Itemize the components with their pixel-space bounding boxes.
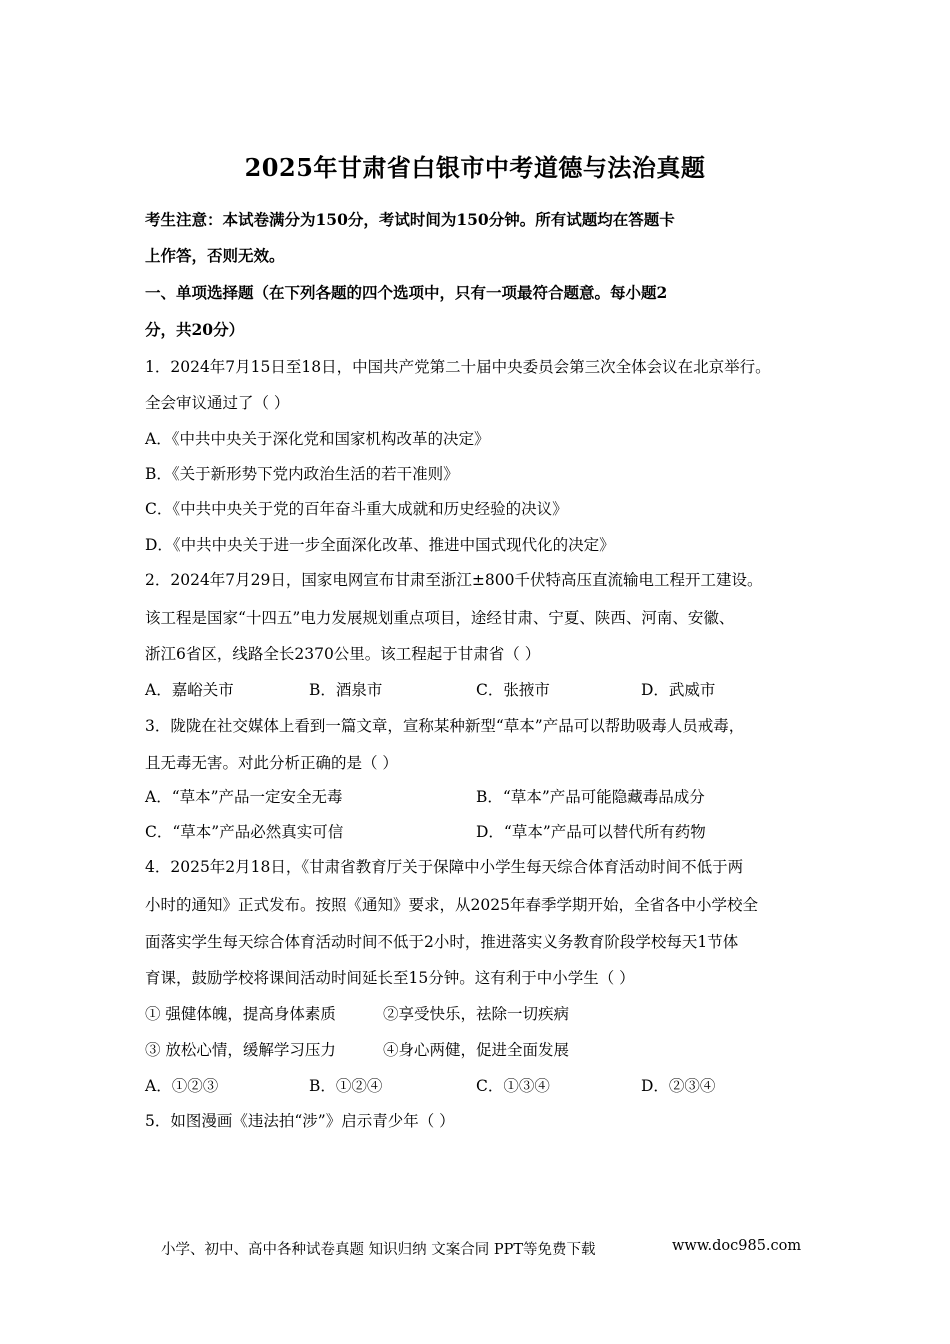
q2-stem-line-1: 2．2024年7月29日，国家电网宣布甘肃至浙江±800千伏特高压直流输电工程开工建设。 <box>145 571 763 589</box>
notice-line-2: 上作答，否则无效。 <box>145 246 285 265</box>
q2-option-a: A．嘉峪关市 <box>145 681 234 699</box>
q2-option-d: D．武威市 <box>641 681 716 699</box>
q2-stem-line-3: 浙江6省区，线路全长2370公里。该工程起于甘肃省（ ） <box>145 645 541 663</box>
q4-option-d: D．②③④ <box>641 1077 716 1095</box>
q3-option-d: D．“草本”产品可以替代所有药物 <box>476 823 706 841</box>
q4-statement-1: ① 强健体魄，提高身体素质 <box>145 1005 336 1023</box>
q2-option-b: B．酒泉市 <box>309 681 383 699</box>
q4-stem-line-3: 面落实学生每天综合体育活动时间不低于2小时，推进落实义务教育阶段学校每天1节体 <box>145 933 739 951</box>
q1-option-d: D．《中共中央关于进一步全面深化改革、推进中国式现代化的决定》 <box>145 536 615 554</box>
q1-option-b: B．《关于新形势下党内政治生活的若干准则》 <box>145 465 459 483</box>
q4-option-c: C．①③④ <box>476 1077 550 1095</box>
q3-option-b: B．“草本”产品可能隐藏毒品成分 <box>476 788 705 806</box>
q4-option-a: A．①②③ <box>145 1077 219 1095</box>
q3-stem-line-2: 且无毒无害。对此分析正确的是（ ） <box>145 754 398 772</box>
footer-text: 小学、初中、高中各种试卷真题 知识归纳 文案合同 PPT等免费下载 <box>161 1242 596 1258</box>
q4-stem-line-1: 4．2025年2月18日，《甘肃省教育厅关于保障中小学生每天综合体育活动时间不低于两 <box>145 858 744 876</box>
q3-option-a: A．“草本”产品一定安全无毒 <box>145 788 343 806</box>
q4-stem-line-2: 小时的通知》正式发布。按照《通知》要求，从2025年春季学期开始，全省各中小学校全 <box>145 896 758 914</box>
q1-stem-line-2: 全会审议通过了（ ） <box>145 394 290 412</box>
q4-option-b: B．①②④ <box>309 1077 383 1095</box>
q3-option-c: C．“草本”产品必然真实可信 <box>145 823 344 841</box>
q1-option-c: C．《中共中央关于党的百年奋斗重大成就和历史经验的决议》 <box>145 500 568 518</box>
section-heading-line-2: 分，共20分） <box>145 320 245 339</box>
q2-option-c: C．张掖市 <box>476 681 550 699</box>
section-heading-line-1: 一、单项选择题（在下列各题的四个选项中，只有一项最符合题意。每小题2 <box>145 283 668 302</box>
q4-statement-3: ③ 放松心情，缓解学习压力 <box>145 1041 336 1059</box>
q3-stem-line-1: 3．陇陇在社交媒体上看到一篇文章，宣称某种新型“草本”产品可以帮助吸毒人员戒毒， <box>145 717 745 735</box>
q1-option-a: A．《中共中央关于深化党和国家机构改革的决定》 <box>145 430 490 448</box>
page-title: 2025年甘肃省白银市中考道德与法治真题 <box>244 153 706 182</box>
q5-stem-line-1: 5．如图漫画《违法拍“涉”》启示青少年（ ） <box>145 1112 455 1130</box>
q4-stem-line-4: 育课，鼓励学校将课间活动时间延长至15分钟。这有利于中小学生（ ） <box>145 969 635 987</box>
q4-statement-2: ②享受快乐，祛除一切疾病 <box>383 1005 570 1023</box>
q4-statement-4: ④身心两健，促进全面发展 <box>383 1041 570 1059</box>
q2-stem-line-2: 该工程是国家“十四五”电力发展规划重点项目，途经甘肃、宁夏、陕西、河南、安徽、 <box>145 609 735 627</box>
footer-url-link[interactable]: www.doc985.com <box>672 1238 802 1254</box>
q1-stem-line-1: 1．2024年7月15日至18日，中国共产党第二十届中央委员会第三次全体会议在北京举行。 <box>145 358 771 376</box>
notice-line-1: 考生注意：本试卷满分为150分，考试时间为150分钟。所有试题均在答题卡 <box>145 210 675 229</box>
